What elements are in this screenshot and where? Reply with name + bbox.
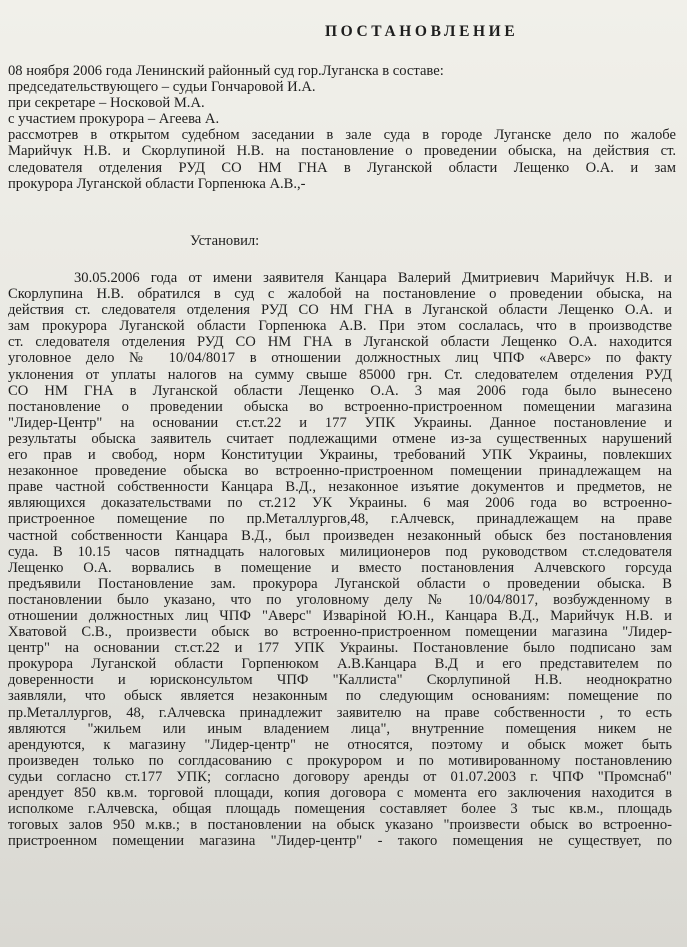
body-line: незаконное проведение обыска во встроенно-пристроенном помещении принадлежащем на xyxy=(8,463,672,480)
body-line: являющихся доказательствами по ст.212 УК Украины. 6 мая 2006 года во встроенно- xyxy=(8,495,672,512)
body-line: прокурора Луганской области Горпенюком А.В.Канцара В.Д и его представителем по xyxy=(8,656,672,673)
body-line: судьи согласно ст.177 УПК; согласно договору аренды от 01.07.2003 г. ЧПФ "Промснаб" xyxy=(8,768,672,785)
body-line: зам прокурора Луганской области Горпенюка А.В. При этом сослалась, что в производстве xyxy=(8,318,672,335)
header-line: Марийчук Н.В. и Скорлупиной Н.В. на постановление о проведении обыска, на действия ст. xyxy=(8,143,676,160)
body-line: пристроенном помещении магазина "Лидер-центр" - такого помещения не существует, по xyxy=(8,833,672,850)
body-line: центр" на основании ст.ст.22 и 177 УПК Украины. Постановление было подписано зам xyxy=(8,640,672,657)
body-line: уклонения от уплаты налогов на сумму свыше 85000 грн. Ст. следователем отделения РУД xyxy=(8,366,672,383)
header-line: председательствующего – судьи Гончаровой И.А. xyxy=(8,79,316,96)
body-line: арендуются, к магазину "Лидер-центр" не относятся, поэтому и обыск может быть xyxy=(8,736,672,753)
document-title: ПОСТАНОВЛЕНИЕ xyxy=(325,23,519,40)
body-line: Хватовой С.В., произвести обыск во встроенно-пристроенном помещении магазина "Лидер- xyxy=(8,624,672,641)
body-line: постановлении было указано, что по уголовному делу № 10/04/8017, возбужденному в xyxy=(8,591,672,608)
body-line: 30.05.2006 года от имени заявителя Канцара Валерий Дмитриевич Марийчук Н.В. и xyxy=(74,270,672,286)
body-line: СО НМ ГНА в Луганской области Лещенко О.А. 3 мая 2006 года было вынесено xyxy=(8,382,672,399)
header-line: прокурора Луганской области Горпенюка А.В.,- xyxy=(8,175,306,192)
body-line: результаты обыска заявитель считает подлежащими отмене из-за существенных нарушений xyxy=(8,430,672,447)
body-line: "Лидер-Центр" на основании ст.ст.22 и 177 УПК Украины. Данное постановление и xyxy=(8,414,672,431)
header-line: 08 ноября 2006 года Ленинский районный суд гор.Луганска в составе: xyxy=(8,63,444,79)
header-line: рассмотрев в открытом судебном заседании в зале суда в городе Луганске дело по жалобе xyxy=(8,127,676,144)
body-line: предъявили Постановление зам. прокурора Луганской области о проведении обыска. В xyxy=(8,575,672,592)
body-line: постановление о проведении обыска во встроенно-пристроенном помещении магазина xyxy=(8,398,672,415)
body-line: ст. следователя отделения РУД СО НМ ГНА в Луганской области Лещенко О.А. находится xyxy=(8,334,672,351)
body-line: отношении должностных лиц ЧПФ "Аверс" Изваріной Ю.Н., Канцара В.Д., Марийчук Н.В. и xyxy=(8,607,672,624)
body-line: произведен только по соглдасованию с прокурором и по мотивированному постановлению xyxy=(8,752,672,769)
body-line: праве частной собственности Канцара В.Д., незаконное изъятие документов и предметов, не xyxy=(8,479,672,496)
header-line: следователя отделения РУД СО НМ ГНА в Луганской области Лещенко О.А. и зам xyxy=(8,159,676,176)
body-line: частной собственности Канцара В.Д., был произведен незаконный обыск без постановления xyxy=(8,527,672,544)
body-line: пристроенное помещение по пр.Металлургов,48, г.Алчевск, принадлежащем на праве xyxy=(8,511,672,528)
body-line: Лещенко О.А. ворвались в помещение и вместо постановления Алчевского горсуда xyxy=(8,559,672,576)
body-line: заявляли, что обыск является незаконным по следующим основаниям: помещение по xyxy=(8,688,672,705)
body-line: уголовное дело № 10/04/8017 в отношении должностных лиц ЧПФ «Аверс» по факту xyxy=(8,350,672,367)
body-line: Скорлупина Н.В. обратился в суд с жалобой на постановление о проведении обыска, на xyxy=(8,286,672,303)
body-line: тоговых залов 950 м.кв.; в постановлении на обыск указано "произвести обыск во встроенно- xyxy=(8,817,672,834)
document-header xyxy=(8,63,676,192)
body-line: суда. В 10.15 часов пятнадцать налоговых милиционеров под руководством ст.следователя xyxy=(8,543,672,560)
body-line: исполкоме г.Алчевска, общая площадь помещения составляет более 3 тыс кв.м., площадь xyxy=(8,801,672,818)
section-heading: Установил: xyxy=(190,233,260,249)
body-line: являются "жильем или иным владением лица", внутренние помещения никем не xyxy=(8,720,672,737)
body-line: пр.Металлургов, 48, г.Алчевска принадлежит заявителю на праве собственности , то есть xyxy=(8,704,672,721)
body-line: действия ст. следователя отделения РУД СО НМ ГНА в Луганской области Лещенко О.А. и xyxy=(8,302,672,319)
body-line: его прав и свобод, норм Конституции Украины, требований УПК Украины, повлекших xyxy=(8,447,672,464)
body-line: доверенности и юрисконсультом ЧПФ "Каллиста" Скорлупиной Н.В. неоднократно xyxy=(8,672,672,689)
document-body xyxy=(8,270,672,849)
header-line: при секретаре – Носковой М.А. xyxy=(8,95,205,112)
body-line: арендует 850 кв.м. торговой площади, копия договора с момента его заключения находится в xyxy=(8,785,672,801)
header-line: с участием прокурора – Агеева А. xyxy=(8,111,220,128)
